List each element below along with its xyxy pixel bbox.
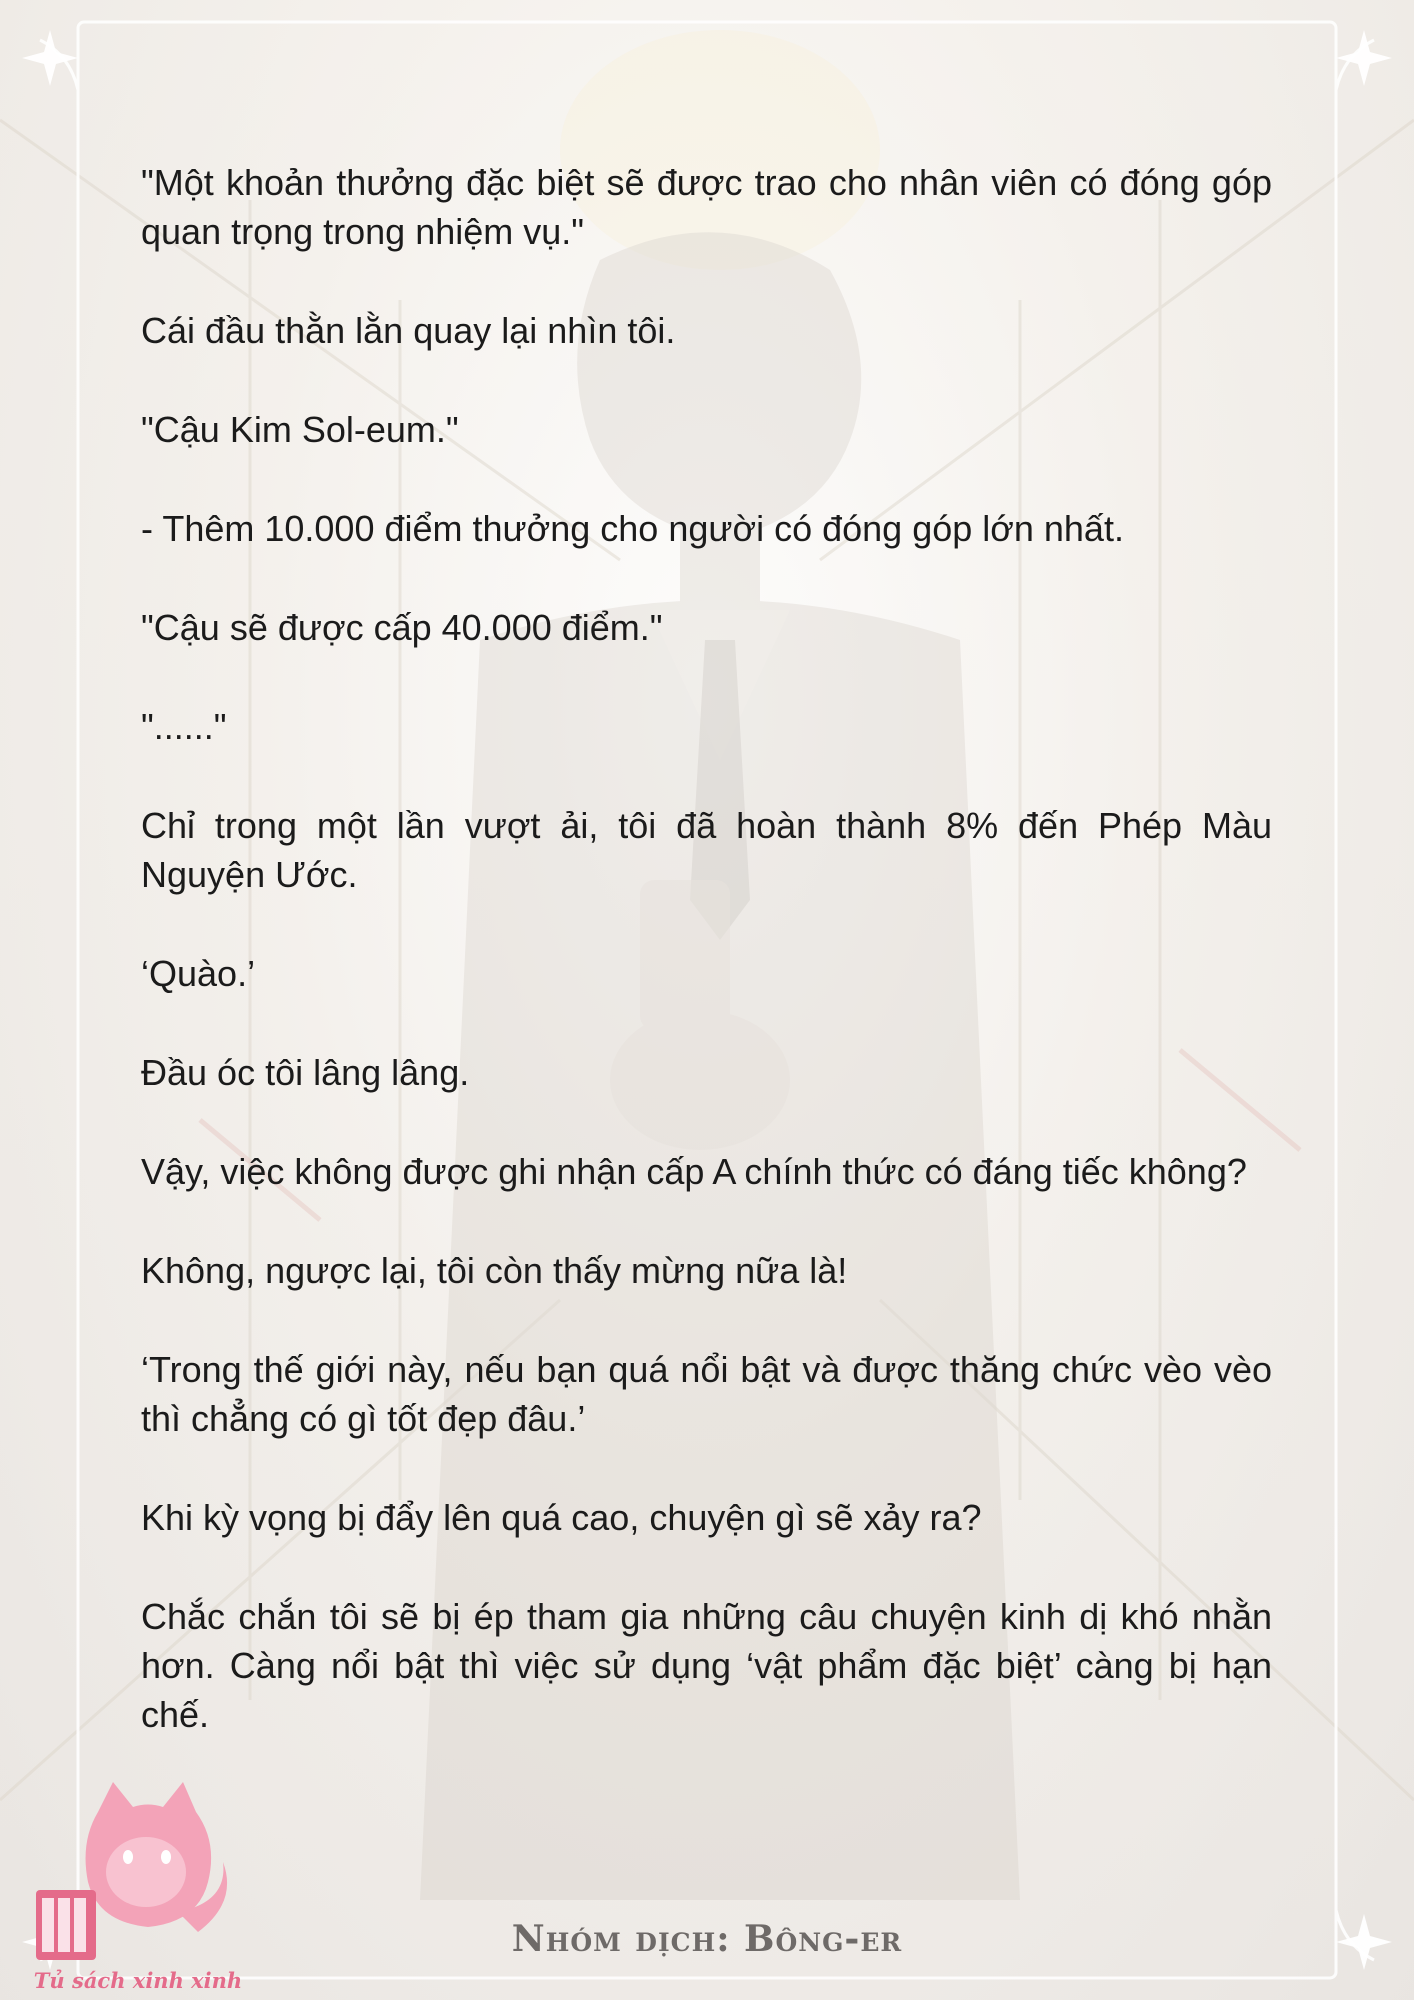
paragraph: "Cậu Kim Sol-eum." [141,409,459,450]
paragraph: ‘Trong thế giới này, nếu bạn quá nổi bật và được thăng chức vèo vèo thì chẳng có gì tốt đẹp đâu.’ [141,1349,1272,1439]
paragraph: Cái đầu thằn lằn quay lại nhìn tôi. [141,310,676,351]
paragraph: Không, ngược lại, tôi còn thấy mừng nữa là! [141,1250,848,1291]
paragraph: "......" [141,706,227,747]
paragraph: Vậy, việc không được ghi nhận cấp A chính thức có đáng tiếc không? [141,1151,1247,1192]
story-text [141,158,1272,1789]
paragraph: "Một khoản thưởng đặc biệt sẽ được trao cho nhân viên có đóng góp quan trọng trong nhiệm vụ." [141,162,1272,252]
paragraph: - Thêm 10.000 điểm thưởng cho người có đóng góp lớn nhất. [141,508,1124,549]
translator-credit: Nhóm dịch: Bông-er [511,1918,903,1960]
paragraph: Chắc chắn tôi sẽ bị ép tham gia những câu chuyện kinh dị khó nhằn hơn. Càng nổi bật thì việc sử dụng ‘vật phẩm đặc biệt’ càng bị hạn chế. [141,1596,1272,1735]
paragraph: Khi kỳ vọng bị đẩy lên quá cao, chuyện gì sẽ xảy ra? [141,1497,982,1538]
group-logo [28,1772,248,2000]
paragraph: Đầu óc tôi lâng lâng. [141,1052,470,1093]
logo-text: Tủ sách xinh xinh [33,1968,243,1993]
paragraph: ‘Quào.’ [141,953,256,994]
paragraph: "Cậu sẽ được cấp 40.000 điểm." [141,607,663,648]
paragraph: Chỉ trong một lần vượt ải, tôi đã hoàn thành 8% đến Phép Màu Nguyện Ước. [141,805,1272,895]
